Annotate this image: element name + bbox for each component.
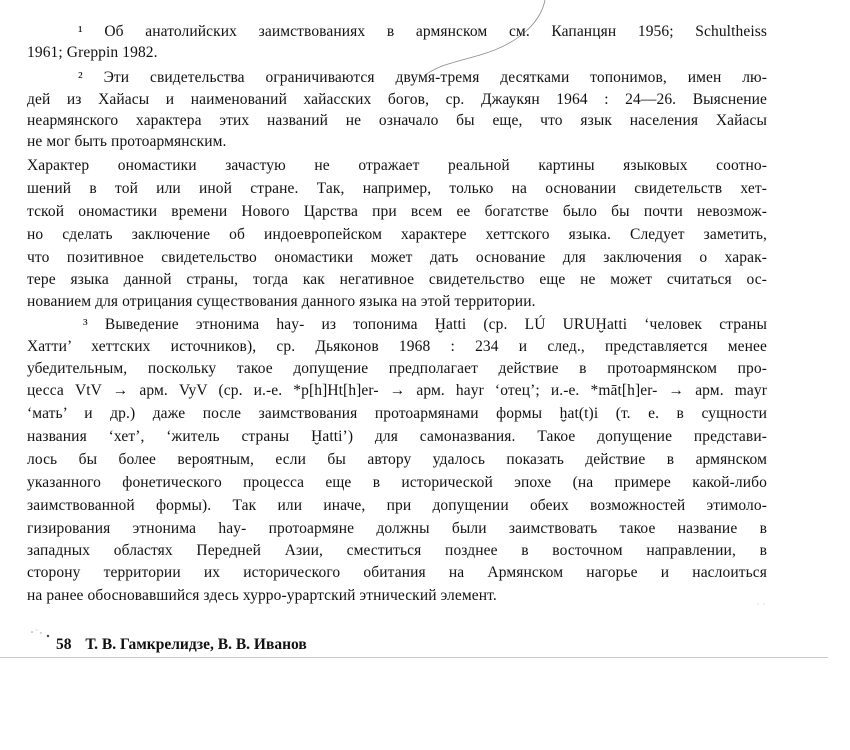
footnote-3-line-7: лось бы более вероятным, если бы автору удалось показать действие в армянском	[27, 451, 767, 468]
page-number: 58	[56, 636, 72, 653]
footnote-2-line-7: тской ономастики времени Нового Царства при всем ее богатстве было бы почти невозмож-	[27, 203, 767, 220]
footnote-2-line-3: неармянского характера этих названий не означало бы еще, что язык населения Хайасы	[27, 112, 767, 129]
page-footer	[56, 636, 307, 654]
footnote-3-line-11: западных областях Передней Азии, сместиться позднее в восточном направлении, в	[27, 542, 767, 559]
footnote-3-line-10: гизирования этнонима hay- протоармяне должны были заимствовать такое название в	[27, 520, 767, 537]
footnote-2-line-10: тере языка данной страны, тогда как негативное свидетельство еще не может считаться ос-	[27, 271, 767, 288]
footnote-3-line-6: названия ‘хет’, ‘житель страны Ḫatti’) для самоназвания. Такое допущение представи-	[27, 428, 767, 445]
bottom-rule	[0, 657, 828, 658]
footnote-3-line-9: заимствованной формы). Так или иначе, при допущении обеих возможностей этимоло-	[27, 497, 767, 514]
footnote-3-line-5: ‘мать’ и др.) даже после заимствования протоармянами формы ḫat(t)i (т. е. в сущности	[27, 405, 767, 422]
footnote-2-line-1: ² Эти свидетельства ограничиваются двумя-тремя десятками топонимов, имен лю-	[78, 69, 767, 86]
scan-specks	[28, 626, 58, 646]
footnote-3-line-8: указанного фонетического процесса еще в исторической эпохе (на примере какой-либо	[27, 474, 767, 491]
footnote-3-line-2: Хатти’ хеттских источников), ср. Дьяконов 1968 : 234 и след., представляется менее	[27, 338, 767, 355]
footnote-2-line-4: не мог быть протоармянским.	[27, 133, 227, 150]
footnote-3-line-4: цесса VtV → арм. VyV (ср. и.-е. *p[h]Ht[h]er- → арм. hayr ‘отец’; и.-е. *māt[h]er- → арм. mayr	[27, 382, 767, 399]
scan-speck	[755, 600, 775, 608]
footnote-2-line-11: нованием для отрицания существования данного языка на этой территории.	[27, 293, 536, 310]
footnote-3-line-3: убедительным, поскольку такое допущение предполагает действие в протоармянском про-	[27, 360, 767, 377]
running-authors: Т. В. Гамкрелидзе, В. В. Иванов	[85, 636, 307, 653]
footnote-2-line-6: шений в той или иной стране. Так, например, только на основании свидетельств хет-	[27, 180, 767, 197]
footnote-2-line-5: Характер ономастики зачастую не отражает реальной картины языковых соотно-	[27, 157, 767, 174]
footnote-1-line-1: ¹ Об анатолийских заимствованиях в армянском см. Капанцян 1956; Schultheiss	[78, 23, 767, 40]
footnote-3-line-1: ³ Выведение этнонима hay- из топонима Ḫatti (ср. LÚ URUḪatti ‘человек страны	[83, 316, 767, 333]
footnote-1-line-2: 1961; Greppin 1982.	[27, 44, 158, 61]
footnote-3-line-13: на ранее обосновавшийся здесь хурро-урартский этнический элемент.	[27, 587, 497, 604]
footnote-3-line-12: сторону территории их исторического обитания на Армянском нагорье и наслоиться	[27, 564, 767, 581]
footnote-2-line-8: но сделать заключение об индоевропейском характере хеттского языка. Следует заметить,	[27, 226, 767, 243]
footnote-2-line-9: что позитивное свидетельство ономастики может дать основание для заключения о харак-	[27, 249, 767, 266]
footnote-2-line-2: дей из Хайасы и наименований хайасских богов, ср. Джаукян 1964 : 24—26. Выяснение	[27, 91, 767, 108]
